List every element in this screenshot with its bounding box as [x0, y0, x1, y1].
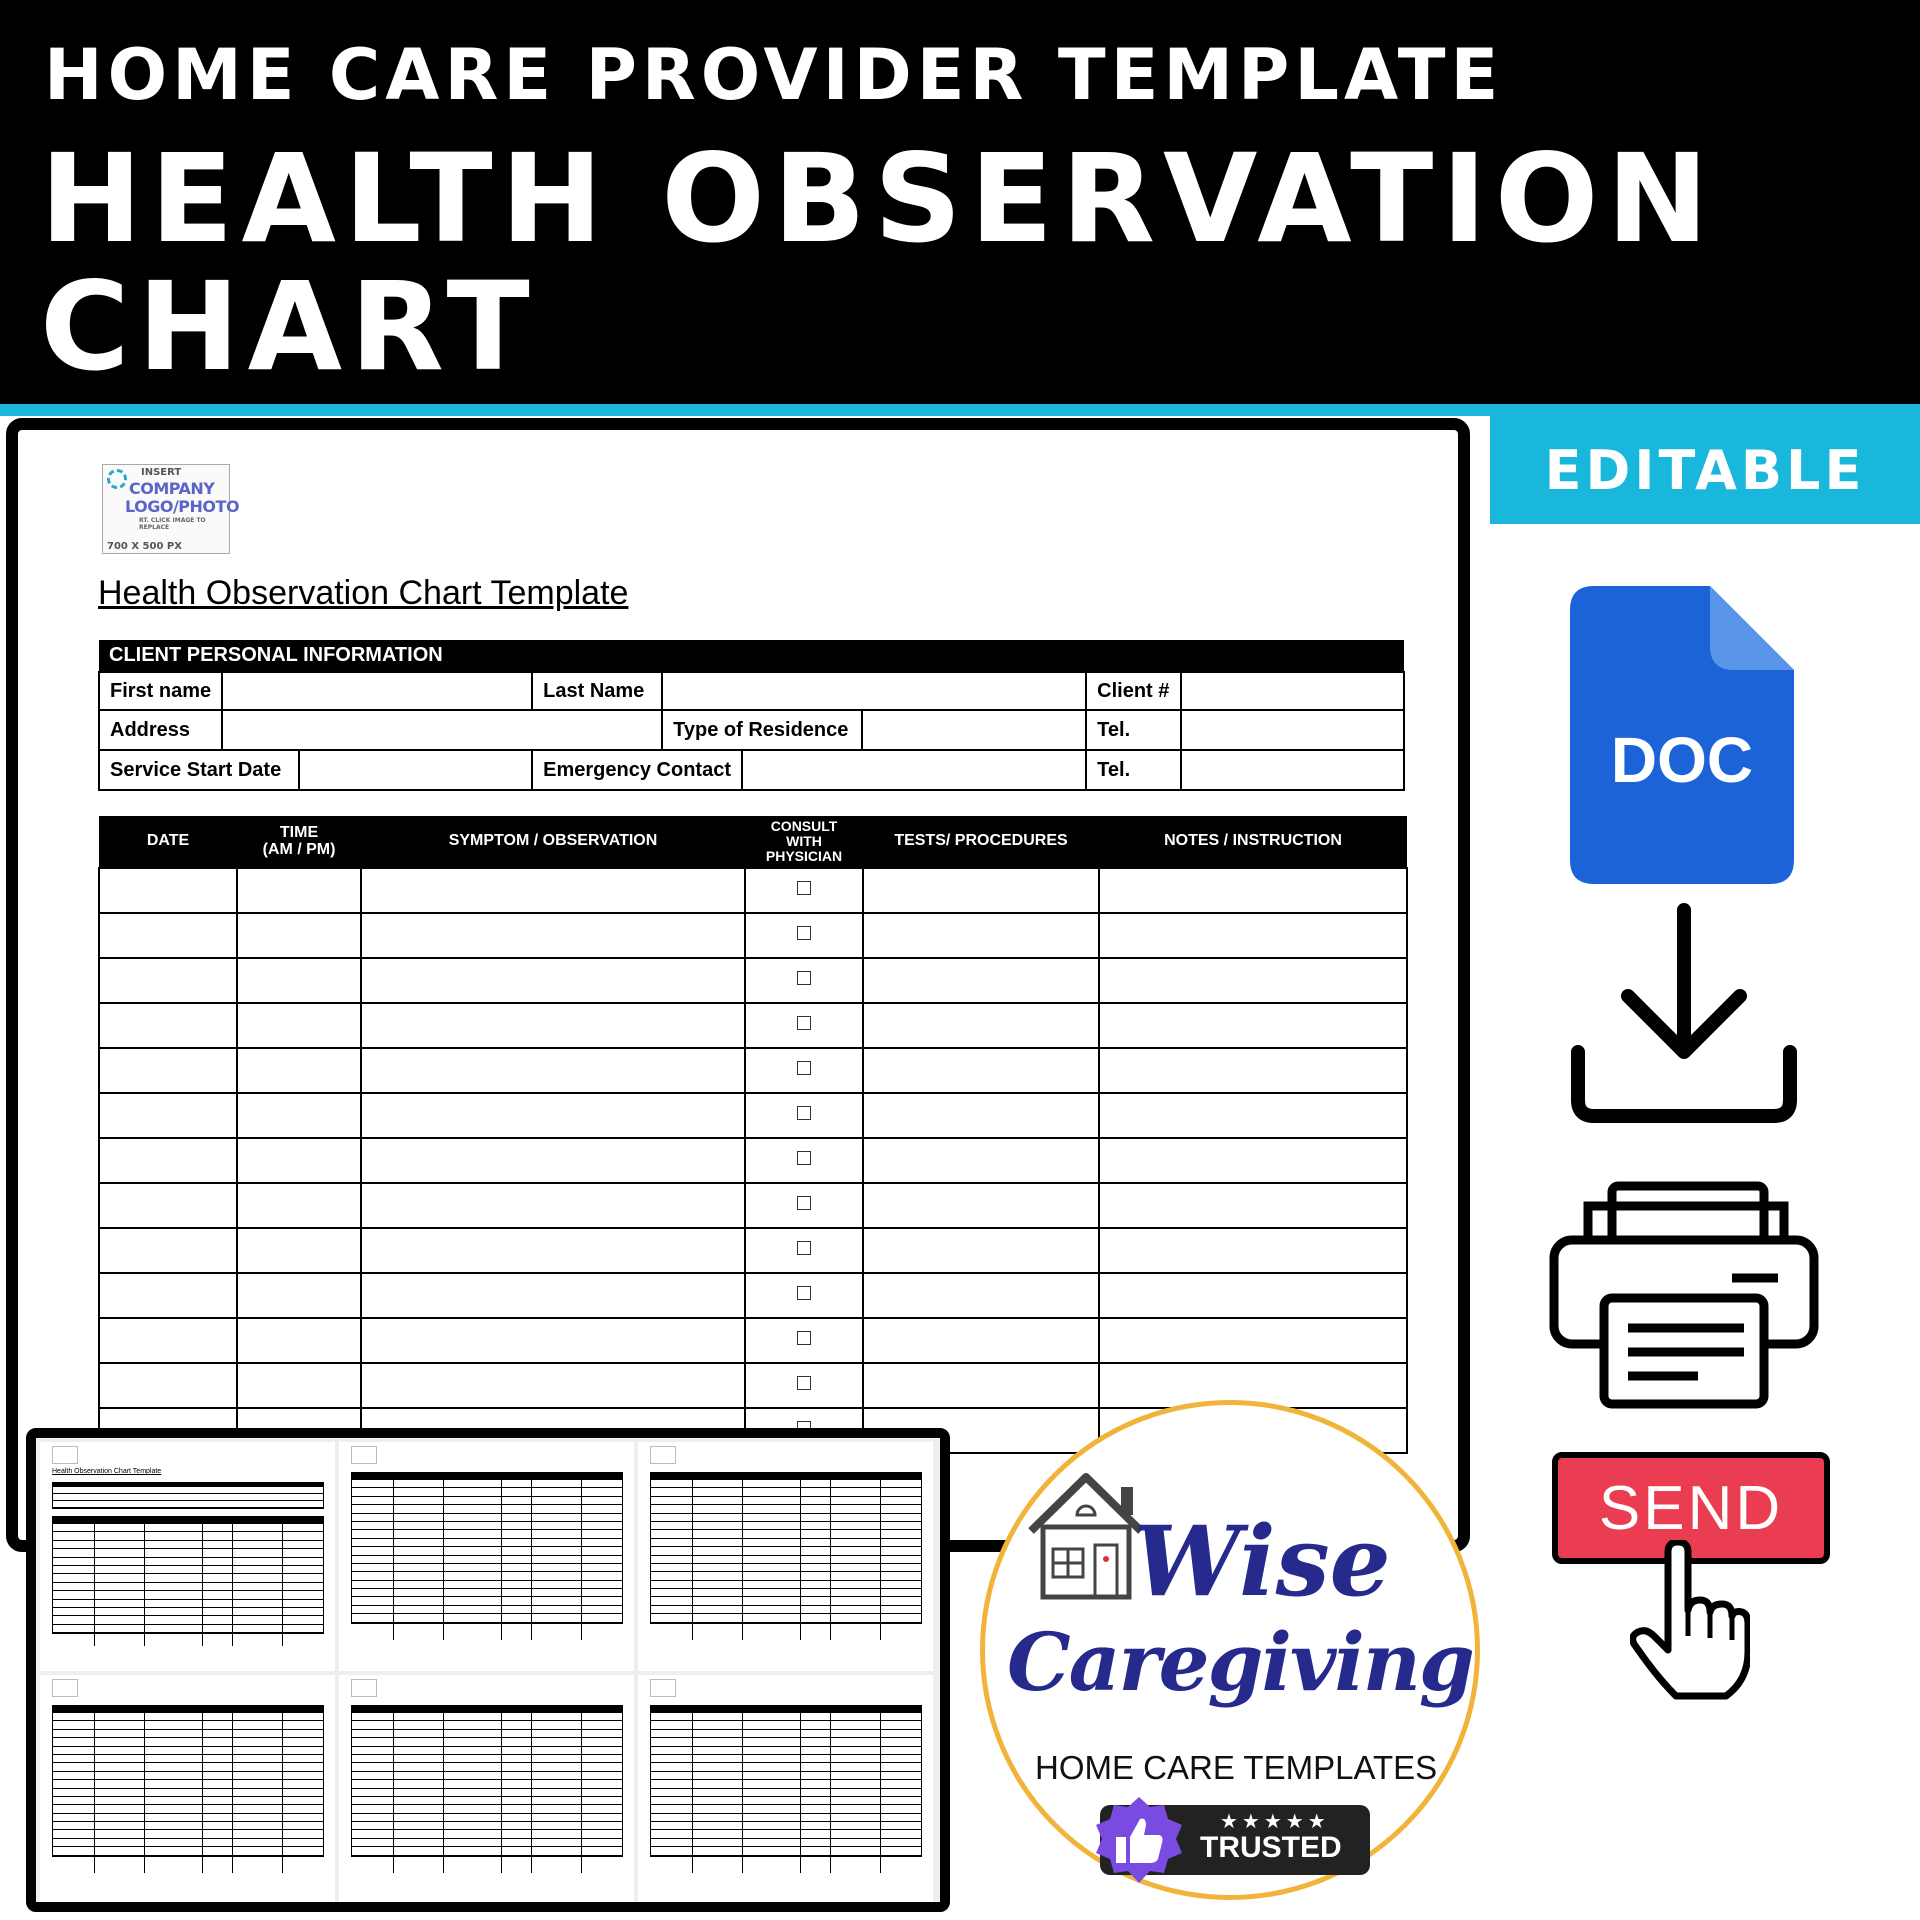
col-time-label: TIME [279, 823, 319, 841]
consult-checkbox-cell[interactable] [745, 958, 863, 1003]
thumbs-up-icon [1094, 1795, 1184, 1885]
thumb-col-line [501, 1480, 502, 1640]
consult-checkbox[interactable] [797, 1241, 811, 1255]
thumb-header-bar [650, 1705, 922, 1713]
label-address: Address [99, 710, 222, 750]
header-subtitle: HOME CARE PROVIDER TEMPLATE [44, 34, 1504, 116]
page-thumbnail[interactable] [339, 1442, 634, 1671]
table-cell[interactable] [237, 1183, 361, 1228]
col-consult-l1: CONSULT [770, 818, 838, 835]
consult-checkbox[interactable] [797, 881, 811, 895]
table-cell[interactable] [361, 1093, 745, 1138]
table-cell[interactable] [361, 1138, 745, 1183]
table-row [99, 1273, 1407, 1318]
thumb-logo [650, 1679, 676, 1697]
table-row [99, 1048, 1407, 1093]
table-cell[interactable] [1099, 913, 1407, 958]
table-row [99, 1183, 1407, 1228]
header-title-line1: HEALTH OBSERVATION [40, 128, 1717, 270]
table-cell[interactable] [863, 1183, 1099, 1228]
printer-icon[interactable] [1548, 1180, 1820, 1410]
table-cell[interactable] [361, 1318, 745, 1363]
thumb-rows [52, 1713, 324, 1857]
table-cell[interactable] [237, 1318, 361, 1363]
col-consult [745, 816, 863, 868]
consult-checkbox[interactable] [797, 1331, 811, 1345]
table-cell[interactable] [863, 868, 1099, 913]
logo-text-instruction: RT. CLICK IMAGE TO REPLACE [139, 517, 206, 531]
table-cell[interactable] [1099, 1003, 1407, 1048]
field-service-start-date[interactable] [300, 751, 531, 789]
thumb-col-line [830, 1713, 831, 1873]
table-cell[interactable] [1099, 1273, 1407, 1318]
page-thumbnail[interactable] [40, 1675, 335, 1904]
thumb-rows [650, 1480, 922, 1624]
consult-checkbox[interactable] [797, 1376, 811, 1390]
thumb-title: Health Observation Chart Template [52, 1468, 162, 1475]
thumb-logo [52, 1679, 78, 1697]
label-service-start-date: Service Start Date [100, 751, 300, 789]
thumb-col-line [144, 1713, 145, 1873]
emergency-contact-cell [532, 750, 1086, 790]
table-cell[interactable] [237, 1003, 361, 1048]
table-cell[interactable] [863, 1003, 1099, 1048]
thumb-header-bar [52, 1705, 324, 1713]
col-consult-l2: WITH [786, 833, 822, 850]
table-cell[interactable] [99, 1273, 237, 1318]
thumb-logo [351, 1446, 377, 1464]
thumb-col-line [202, 1524, 203, 1646]
table-cell[interactable] [863, 1138, 1099, 1183]
thumb-col-line [282, 1524, 283, 1646]
consult-checkbox[interactable] [797, 1286, 811, 1300]
table-cell[interactable] [863, 913, 1099, 958]
header-title-line2: CHART [40, 256, 538, 398]
logo-text-insert: INSERT [141, 467, 182, 478]
label-tel-1: Tel. [1086, 710, 1181, 750]
table-cell[interactable] [863, 1093, 1099, 1138]
field-address[interactable] [222, 710, 662, 750]
thumb-header-bar [52, 1516, 324, 1524]
table-cell[interactable] [361, 1363, 745, 1408]
company-logo-placeholder[interactable] [102, 464, 240, 554]
thumb-col-line [202, 1713, 203, 1873]
page-thumbnail[interactable] [339, 1675, 634, 1904]
table-cell[interactable] [99, 913, 237, 958]
thumb-col-line [144, 1524, 145, 1646]
table-cell[interactable] [237, 1138, 361, 1183]
table-cell[interactable] [99, 958, 237, 1003]
table-cell[interactable] [1099, 1228, 1407, 1273]
table-cell[interactable] [361, 1048, 745, 1093]
brand-badge [980, 1400, 1480, 1900]
field-type-of-residence[interactable] [863, 711, 1085, 749]
thumb-header-bar [351, 1472, 623, 1480]
table-cell[interactable] [237, 1363, 361, 1408]
table-row [99, 958, 1407, 1003]
thumb-col-line [692, 1713, 693, 1873]
table-cell[interactable] [99, 1183, 237, 1228]
editable-badge: EDITABLE [1490, 416, 1920, 524]
consult-checkbox-cell[interactable] [745, 1318, 863, 1363]
table-cell[interactable] [863, 1048, 1099, 1093]
consult-checkbox-cell[interactable] [745, 1183, 863, 1228]
brand-tagline: HOME CARE TEMPLATES [1035, 1749, 1438, 1786]
thumb-col-line [800, 1713, 801, 1873]
thumb-col-line [232, 1713, 233, 1873]
thumb-col-line [443, 1480, 444, 1640]
client-info-heading: CLIENT PERSONAL INFORMATION [99, 640, 1404, 672]
consult-checkbox[interactable] [797, 971, 811, 985]
consult-checkbox[interactable] [797, 1016, 811, 1030]
thumb-rows [52, 1524, 324, 1634]
table-row [99, 1093, 1407, 1138]
thumb-col-line [531, 1713, 532, 1873]
consult-checkbox[interactable] [797, 926, 811, 940]
house-icon [1021, 1465, 1151, 1601]
table-cell[interactable] [237, 913, 361, 958]
label-first-name: First name [99, 672, 222, 710]
table-cell[interactable] [237, 1228, 361, 1273]
brand-name-caregiving: Caregiving [1007, 1615, 1473, 1709]
field-emergency-contact[interactable] [743, 751, 1085, 789]
thumb-rows [650, 1713, 922, 1857]
rating-stars: ★★★★★ [1220, 1809, 1330, 1833]
page-thumbnail[interactable] [638, 1675, 933, 1904]
thumb-col-line [830, 1480, 831, 1640]
col-time-ampm: (AM / PM) [262, 840, 336, 858]
thumb-rows [351, 1480, 623, 1624]
col-consult-l3: PHYSICIAN [765, 847, 843, 864]
doc-file-label: DOC [1610, 724, 1754, 796]
thumb-col-line [581, 1713, 582, 1873]
table-cell[interactable] [237, 1093, 361, 1138]
table-cell[interactable] [863, 958, 1099, 1003]
table-cell[interactable] [1099, 1093, 1407, 1138]
table-cell[interactable] [1099, 958, 1407, 1003]
table-cell[interactable] [237, 868, 361, 913]
doc-file-icon [1570, 586, 1794, 884]
send-button[interactable]: SEND [1552, 1452, 1830, 1564]
table-cell[interactable] [1099, 868, 1407, 913]
table-cell[interactable] [361, 1183, 745, 1228]
table-cell[interactable] [863, 1318, 1099, 1363]
consult-checkbox-cell[interactable] [745, 1138, 863, 1183]
label-type-of-residence: Type of Residence [663, 711, 863, 749]
logo-text-company: COMPANY [129, 479, 215, 498]
residence-cell [662, 710, 1086, 750]
table-cell[interactable] [361, 958, 745, 1003]
label-tel-2: Tel. [1086, 750, 1181, 790]
table-cell[interactable] [99, 1318, 237, 1363]
document-preview [6, 418, 1470, 1552]
thumb-col-line [232, 1524, 233, 1646]
table-cell[interactable] [863, 1363, 1099, 1408]
thumb-col-line [880, 1480, 881, 1640]
table-cell[interactable] [361, 913, 745, 958]
table-cell[interactable] [1099, 1183, 1407, 1228]
thumb-rows [351, 1713, 623, 1857]
page-thumbnail[interactable] [40, 1442, 335, 1671]
table-cell[interactable] [361, 1228, 745, 1273]
document-title: Health Observation Chart Template [98, 574, 629, 612]
brand-name-wise: Wise [1133, 1505, 1391, 1618]
table-row [99, 1228, 1407, 1273]
thumb-col-line [393, 1713, 394, 1873]
consult-checkbox-cell[interactable] [745, 1003, 863, 1048]
thumb-col-line [443, 1713, 444, 1873]
thumb-header-bar [650, 1472, 922, 1480]
consult-checkbox-cell[interactable] [745, 1228, 863, 1273]
consult-checkbox-cell[interactable] [745, 1273, 863, 1318]
consult-checkbox-cell[interactable] [745, 913, 863, 958]
pointer-hand-icon [1630, 1540, 1750, 1700]
table-cell[interactable] [99, 1048, 237, 1093]
table-row [99, 868, 1407, 913]
col-date: DATE [99, 816, 237, 868]
thumb-col-line [393, 1480, 394, 1640]
table-cell[interactable] [361, 1273, 745, 1318]
thumb-col-line [94, 1713, 95, 1873]
thumb-col-line [501, 1713, 502, 1873]
col-tests: TESTS/ PROCEDURES [863, 816, 1099, 868]
col-symptom: SYMPTOM / OBSERVATION [361, 816, 745, 868]
thumb-col-line [94, 1524, 95, 1646]
table-cell[interactable] [1099, 1048, 1407, 1093]
consult-checkbox-cell[interactable] [745, 1048, 863, 1093]
label-client-no: Client # [1086, 672, 1181, 710]
logo-text-size: 700 X 500 PX [107, 541, 182, 552]
header-banner [0, 0, 1920, 404]
page-thumbnail[interactable] [638, 1442, 933, 1671]
thumb-col-line [581, 1480, 582, 1640]
table-cell[interactable] [99, 1138, 237, 1183]
col-time [237, 816, 361, 868]
label-emergency-contact: Emergency Contact [533, 751, 743, 789]
logo-ring-icon [107, 469, 127, 489]
consult-checkbox-cell[interactable] [745, 1363, 863, 1408]
table-cell[interactable] [1099, 1138, 1407, 1183]
thumb-col-line [880, 1713, 881, 1873]
observation-table [98, 816, 1408, 1454]
table-row [99, 1003, 1407, 1048]
consult-checkbox[interactable] [797, 1196, 811, 1210]
consult-checkbox[interactable] [797, 1061, 811, 1075]
table-cell[interactable] [361, 868, 745, 913]
table-row [99, 913, 1407, 958]
consult-checkbox-cell[interactable] [745, 1093, 863, 1138]
table-cell[interactable] [237, 958, 361, 1003]
thumb-logo [650, 1446, 676, 1464]
thumb-col-line [282, 1713, 283, 1873]
thumb-col-line [742, 1713, 743, 1873]
consult-checkbox[interactable] [797, 1151, 811, 1165]
table-cell[interactable] [237, 1048, 361, 1093]
consult-checkbox[interactable] [797, 1106, 811, 1120]
consult-checkbox-cell[interactable] [745, 868, 863, 913]
table-cell[interactable] [99, 1228, 237, 1273]
page-previews [26, 1428, 950, 1912]
table-cell[interactable] [99, 1363, 237, 1408]
table-cell[interactable] [361, 1003, 745, 1048]
service-start-cell [99, 750, 532, 790]
thumb-col-line [742, 1480, 743, 1640]
thumb-info-rows [52, 1487, 324, 1509]
thumb-logo [351, 1679, 377, 1697]
table-row [99, 1318, 1407, 1363]
table-cell[interactable] [1099, 1318, 1407, 1363]
table-cell[interactable] [863, 1228, 1099, 1273]
trusted-badge [1100, 1805, 1370, 1875]
thumb-col-line [800, 1480, 801, 1640]
client-info-table [98, 640, 1405, 791]
thumb-col-line [692, 1480, 693, 1640]
thumb-header-bar [351, 1705, 623, 1713]
field-tel-1[interactable] [1181, 710, 1404, 750]
accent-divider [0, 404, 1920, 416]
table-row [99, 1138, 1407, 1183]
download-icon[interactable] [1564, 900, 1804, 1130]
logo-text-logo-photo: LOGO/PHOTO [125, 497, 240, 516]
table-cell[interactable] [863, 1273, 1099, 1318]
thumb-col-line [531, 1480, 532, 1640]
field-tel-2[interactable] [1181, 750, 1404, 790]
label-last-name: Last Name [532, 672, 662, 710]
field-first-name[interactable] [222, 672, 532, 710]
table-cell[interactable] [99, 1003, 237, 1048]
field-client-no[interactable] [1181, 672, 1404, 710]
table-cell[interactable] [237, 1273, 361, 1318]
table-cell[interactable] [99, 1093, 237, 1138]
trusted-label: TRUSTED [1200, 1831, 1342, 1864]
field-last-name[interactable] [662, 672, 1086, 710]
thumb-logo [52, 1446, 78, 1464]
table-cell[interactable] [99, 868, 237, 913]
observation-rows [99, 868, 1407, 1453]
col-notes: NOTES / INSTRUCTION [1099, 816, 1407, 868]
